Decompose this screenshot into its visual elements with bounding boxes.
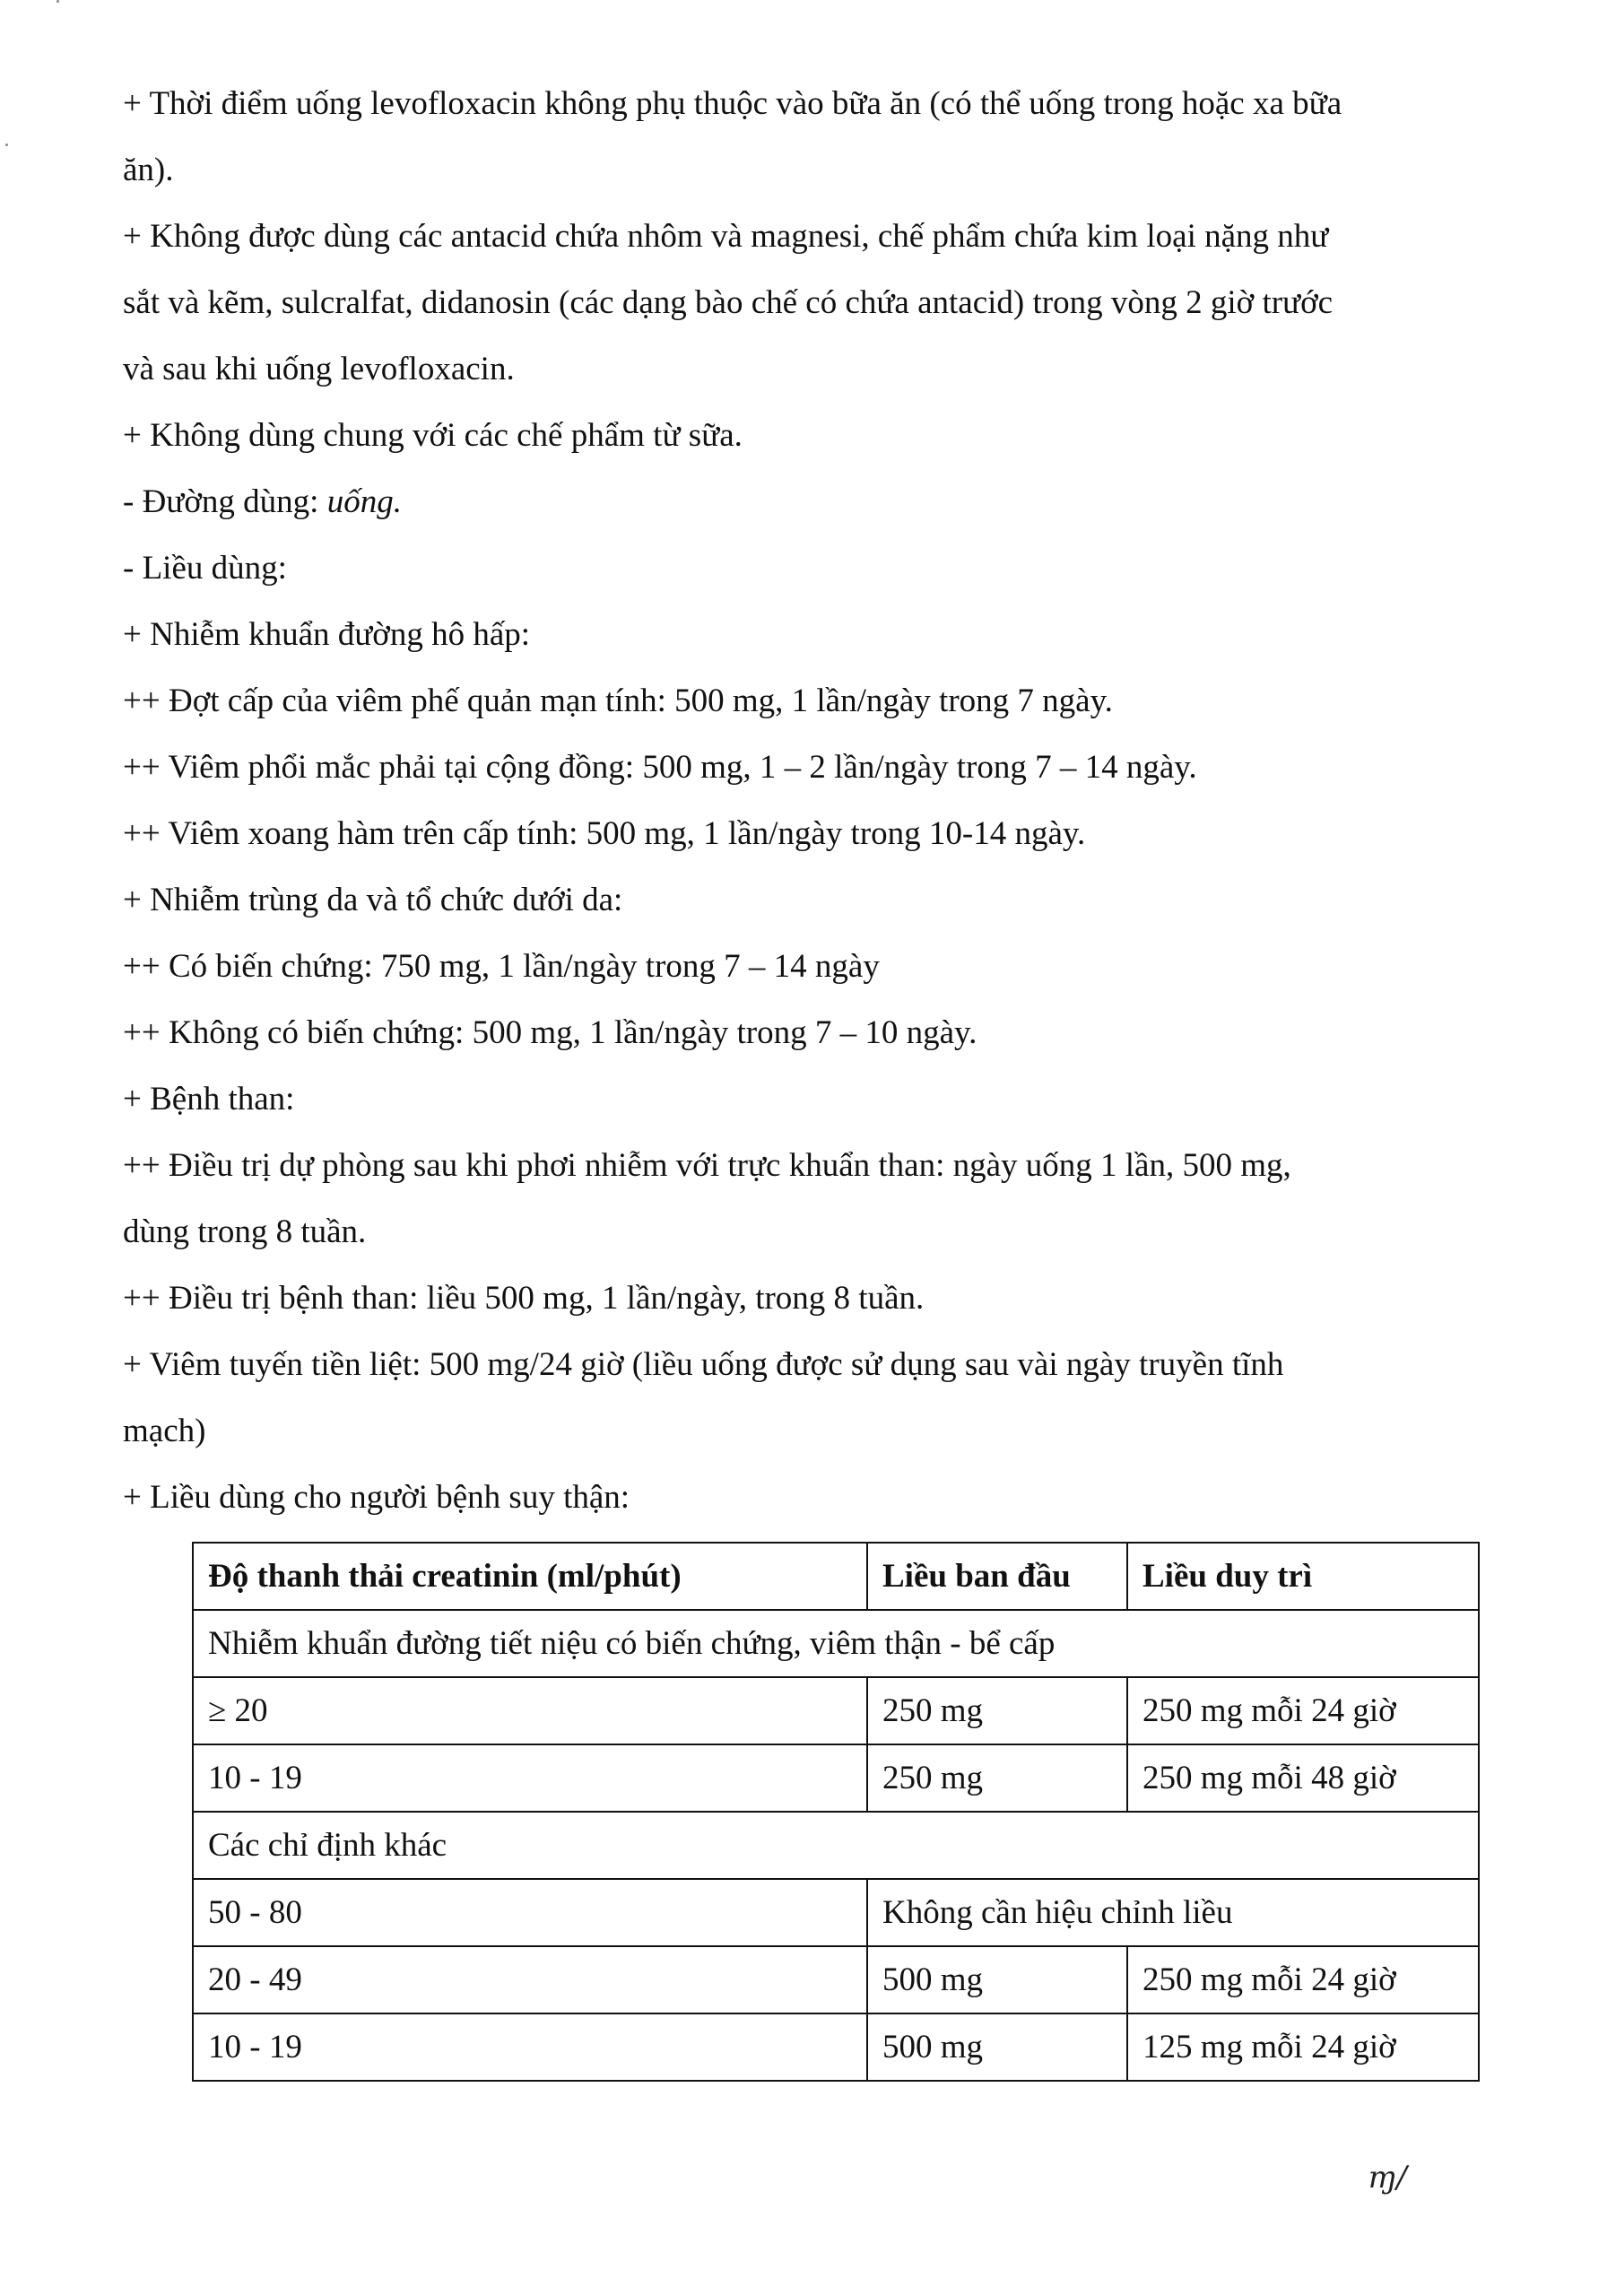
text-line: ++ Đợt cấp của viêm phế quản mạn tính: 500 mg, 1 lần/ngày trong 7 ngày.	[123, 683, 1113, 719]
text-line: ++ Điều trị bệnh than: liều 500 mg, 1 lần/ngày, trong 8 tuần.	[123, 1280, 925, 1317]
header-initial-dose: Liều ban đầu	[867, 1543, 1127, 1610]
text-line: + Thời điểm uống levofloxacin không phụ thuộc vào bữa ăn (có thể uống trong hoặc xa bữa	[123, 85, 1342, 122]
table-section-row	[193, 1812, 1479, 1879]
text-line: ++ Không có biến chứng: 500 mg, 1 lần/ngày trong 7 – 10 ngày.	[123, 1014, 977, 1051]
text-line: sắt và kẽm, sulcralfat, didanosin (các dạng bào chế có chứa antacid) trong vòng 2 giờ trước	[123, 284, 1334, 321]
table-section-row	[193, 1610, 1479, 1677]
text-line: dùng trong 8 tuần.	[123, 1213, 367, 1250]
text-line: + Không được dùng các antacid chứa nhôm và magnesi, chế phẩm chứa kim loại nặng như	[123, 218, 1329, 255]
table-header-row	[193, 1543, 1479, 1610]
cell-crcl: ≥ 20	[193, 1677, 867, 1744]
route-label: - Đường dùng:	[123, 483, 327, 520]
cell-initial: 500 mg	[867, 2013, 1127, 2081]
cell-crcl: 10 - 19	[193, 2013, 867, 2081]
table-row	[193, 1744, 1479, 1812]
cell-initial: 250 mg	[867, 1677, 1127, 1744]
scan-speck	[5, 144, 8, 146]
cell-initial: 250 mg	[867, 1744, 1127, 1812]
table-row	[193, 2013, 1479, 2081]
text-line: ++ Điều trị dự phòng sau khi phơi nhiễm với trực khuẩn than: ngày uống 1 lần, 500 mg,	[123, 1147, 1291, 1184]
cell-crcl: 10 - 19	[193, 1744, 867, 1812]
table-row	[193, 1946, 1479, 2013]
header-crcl: Độ thanh thải creatinin (ml/phút)	[193, 1543, 867, 1610]
route-value: uống.	[326, 483, 402, 520]
cell-maintenance: 250 mg mỗi 48 giờ	[1127, 1744, 1479, 1812]
scan-speck	[56, 0, 59, 3]
renal-dosage-table	[192, 1542, 1480, 2082]
text-line: - Liều dùng:	[123, 550, 287, 587]
cell-crcl: 20 - 49	[193, 1946, 867, 2013]
text-line: ++ Có biến chứng: 750 mg, 1 lần/ngày trong 7 – 14 ngày	[123, 948, 880, 985]
section-other: Các chỉ định khác	[193, 1812, 1479, 1879]
handwritten-initials: ɱ/	[1368, 2160, 1407, 2196]
text-line: ++ Viêm xoang hàm trên cấp tính: 500 mg, 1 lần/ngày trong 10-14 ngày.	[123, 815, 1086, 852]
text-line: + Liều dùng cho người bệnh suy thận:	[123, 1479, 630, 1516]
text-line: + Bệnh than:	[123, 1081, 295, 1118]
text-line: và sau khi uống levofloxacin.	[123, 351, 515, 387]
cell-maintenance: 250 mg mỗi 24 giờ	[1127, 1677, 1479, 1744]
header-maintenance-dose: Liều duy trì	[1127, 1543, 1479, 1610]
text-line: + Viêm tuyến tiền liệt: 500 mg/24 giờ (liều uống được sử dụng sau vài ngày truyền tĩnh	[123, 1346, 1284, 1383]
text-line: ++ Viêm phổi mắc phải tại cộng đồng: 500 mg, 1 – 2 lần/ngày trong 7 – 14 ngày.	[123, 749, 1197, 786]
text-line: + Không dùng chung với các chế phẩm từ sữa.	[123, 417, 743, 454]
text-line: + Nhiễm khuẩn đường hô hấp:	[123, 616, 531, 653]
text-line: + Nhiễm trùng da và tổ chức dưới da:	[123, 882, 623, 918]
text-line: mạch)	[123, 1413, 206, 1449]
cell-maintenance: 250 mg mỗi 24 giờ	[1127, 1946, 1479, 2013]
cell-maintenance: 125 mg mỗi 24 giờ	[1127, 2013, 1479, 2081]
section-uti: Nhiễm khuẩn đường tiết niệu có biến chứng, viêm thận - bể cấp	[193, 1610, 1479, 1677]
text-line: ăn).	[123, 152, 174, 188]
table-row	[193, 1879, 1479, 1946]
cell-initial: 500 mg	[867, 1946, 1127, 2013]
cell-no-adjustment: Không cần hiệu chỉnh liều	[867, 1879, 1479, 1946]
cell-crcl: 50 - 80	[193, 1879, 867, 1946]
table-row	[193, 1677, 1479, 1744]
route-line	[123, 483, 402, 522]
